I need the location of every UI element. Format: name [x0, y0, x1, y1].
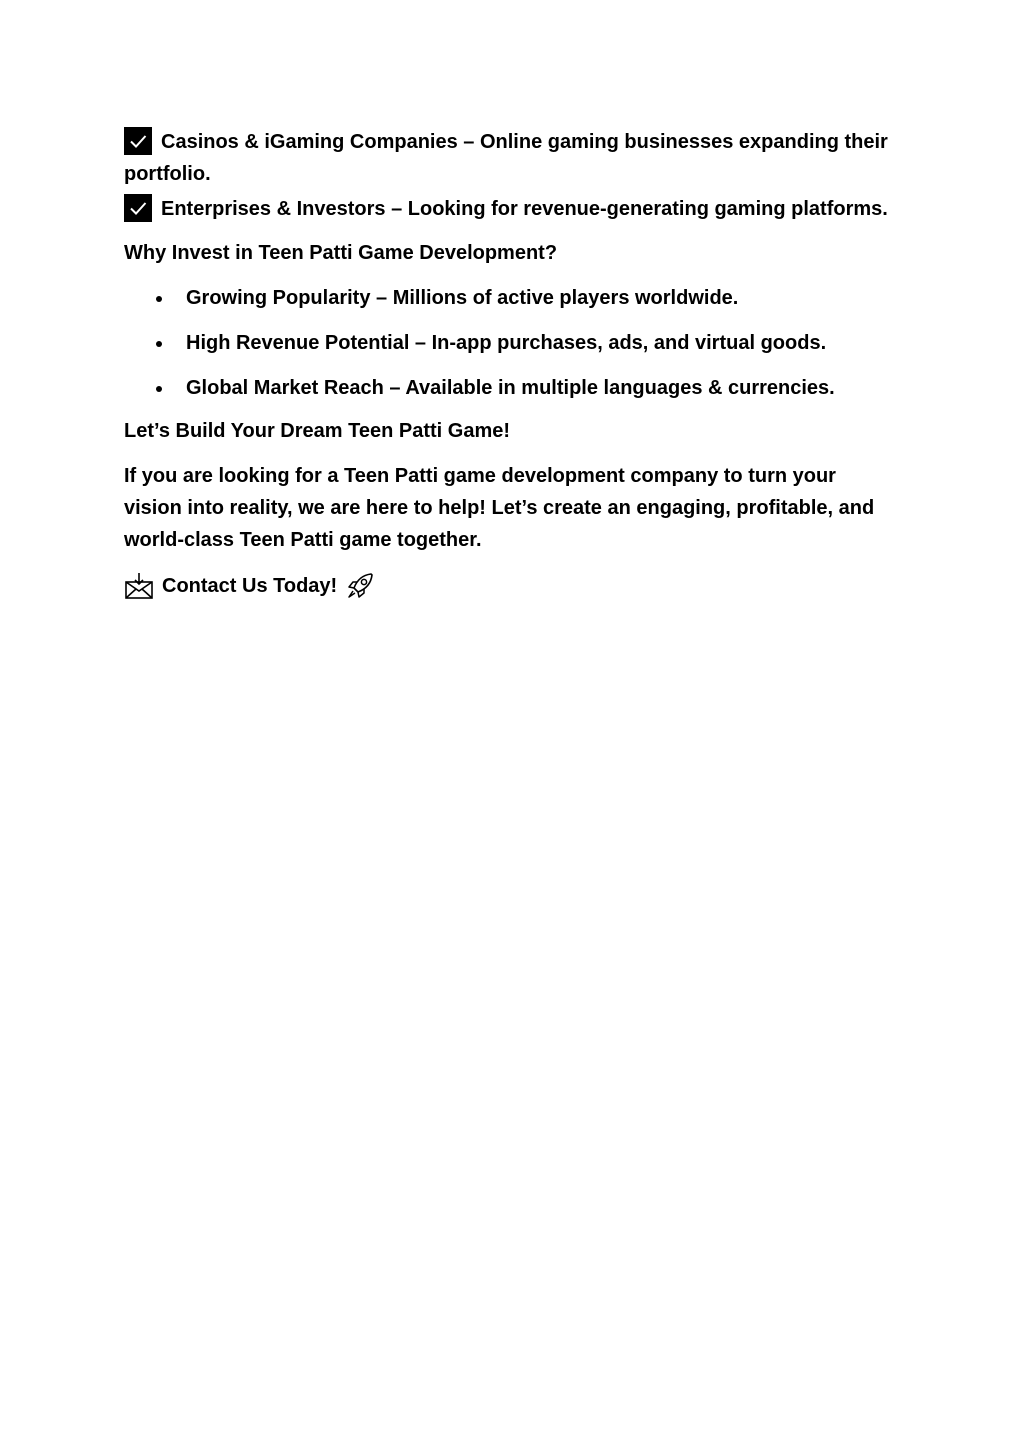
envelope-icon [124, 571, 154, 601]
list-item [124, 327, 894, 359]
bullet-icon [156, 386, 162, 392]
checklist-text: Casinos & iGaming Companies – Online gaming businesses expanding their portfolio. [124, 131, 888, 185]
list-item [124, 282, 894, 314]
bullet-icon [156, 296, 162, 302]
list-item-text: Growing Popularity – Millions of active players worldwide. [186, 287, 739, 309]
build-paragraph: If you are looking for a Teen Patti game development company to turn your vision into reality, we are here to help! Let’s create an engaging, profitable, and world-class Teen Patti game together. [124, 465, 875, 551]
checklist-item [124, 126, 894, 190]
benefits-list [124, 282, 894, 404]
build-heading: Let’s Build Your Dream Teen Patti Game! [124, 420, 511, 442]
why-invest-heading: Why Invest in Teen Patti Game Development? [124, 242, 558, 264]
bullet-icon [156, 341, 162, 347]
contact-line [124, 570, 894, 602]
document-page [124, 126, 894, 602]
list-item-text: High Revenue Potential – In-app purchases, ads, and virtual goods. [186, 332, 827, 354]
checklist-item [124, 193, 894, 225]
check-mark-icon [124, 127, 152, 155]
list-item-text: Global Market Reach – Available in multiple languages & currencies. [186, 377, 835, 399]
contact-text: Contact Us Today! [162, 575, 338, 597]
check-mark-icon [124, 194, 152, 222]
checklist-text: Enterprises & Investors – Looking for revenue-generating gaming platforms. [161, 198, 888, 220]
list-item [124, 372, 894, 404]
rocket-icon [345, 571, 375, 601]
